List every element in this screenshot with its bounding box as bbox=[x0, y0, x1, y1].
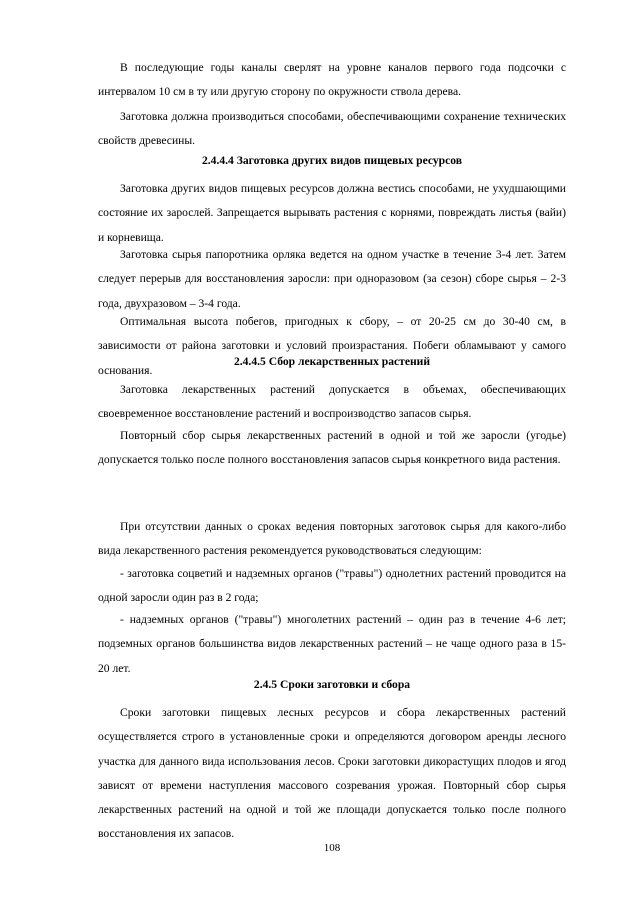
list-item-perennial-plants: - надземных органов ("травы") многолетних растений – один раз в течение 4-6 лет; подземных органов большинства видов лекарственных растений – не чаще одного раза в 15-20 лет. bbox=[98, 613, 566, 675]
paragraph-medicinal-volumes: Заготовка лекарственных растений допускается в объемах, обеспечивающих своевременное восстановление растений и воспроизводство запасов сырья. bbox=[98, 383, 566, 421]
paragraph-drilling-channels: В последующие годы каналы сверлят на уровне каналов первого года подсочки с интервалом 10 см в ту или другую сторону по окружности ствола дерева. bbox=[98, 61, 566, 99]
paragraph-other-food-resources: Заготовка других видов пищевых ресурсов должна вестись способами, не ухудшающими состояние их зарослей. Запрещается вырывать растения с корнями, повреждать листья (вайи) и корневища. bbox=[98, 182, 566, 244]
paragraph-no-data: При отсутствии данных о сроках ведения повторных заготовок сырья для какого-либо вида лекарственного растения рекомендуется руководствоваться следующим: bbox=[98, 520, 566, 558]
paragraph-repeat-harvest: Повторный сбор сырья лекарственных растений в одной и той же заросли (угодье) допускается только после полного восстановления запасов сырья конкретного вида растения. bbox=[98, 429, 566, 467]
section-heading-medicinal-plants: 2.4.4.5 Сбор лекарственных растений bbox=[233, 355, 431, 368]
paragraph-wood-properties: Заготовка должна производиться способами, обеспечивающими сохранение технических свойств древесины. bbox=[98, 110, 566, 148]
paragraph-harvest-terms: Сроки заготовки пищевых лесных ресурсов и сбора лекарственных растений осуществляется строго в установленные сроки и определяются договором аренды лесного участка для данного вида использования лесов. Сроки заготовки дикорастущих плодов и ягод зависят от времени наступления массового созревания урожая. Повторный сбор сырья лекарственных растений на одной и той же площади допускается только после полного восстановления их запасов. bbox=[98, 706, 566, 841]
section-heading-harvest-terms: 2.4.5 Сроки заготовки и сбора bbox=[253, 678, 411, 691]
paragraph-bracken-fern: Заготовка сырья папоротника орляка ведется на одном участке в течение 3-4 лет. Затем следует перерыв для восстановления заросли: при одноразовом (за сезон) сборе сырья – 2-3 года, двухразовом – 3-4 года. bbox=[98, 248, 566, 310]
section-heading-other-food-resources: 2.4.4.4 Заготовка других видов пищевых ресурсов bbox=[201, 154, 463, 167]
page-number: 108 bbox=[323, 842, 341, 854]
list-item-annual-plants: - заготовка соцветий и надземных органов ("травы") однолетних растений проводится на одной заросли один раз в 2 года; bbox=[98, 567, 566, 605]
paragraph-shoot-height: Оптимальная высота побегов, пригодных к сбору, – от 20-25 см до 30-40 см, в зависимости от района заготовки и условий произрастания. Побеги обламывают у самого основания. bbox=[98, 315, 566, 377]
